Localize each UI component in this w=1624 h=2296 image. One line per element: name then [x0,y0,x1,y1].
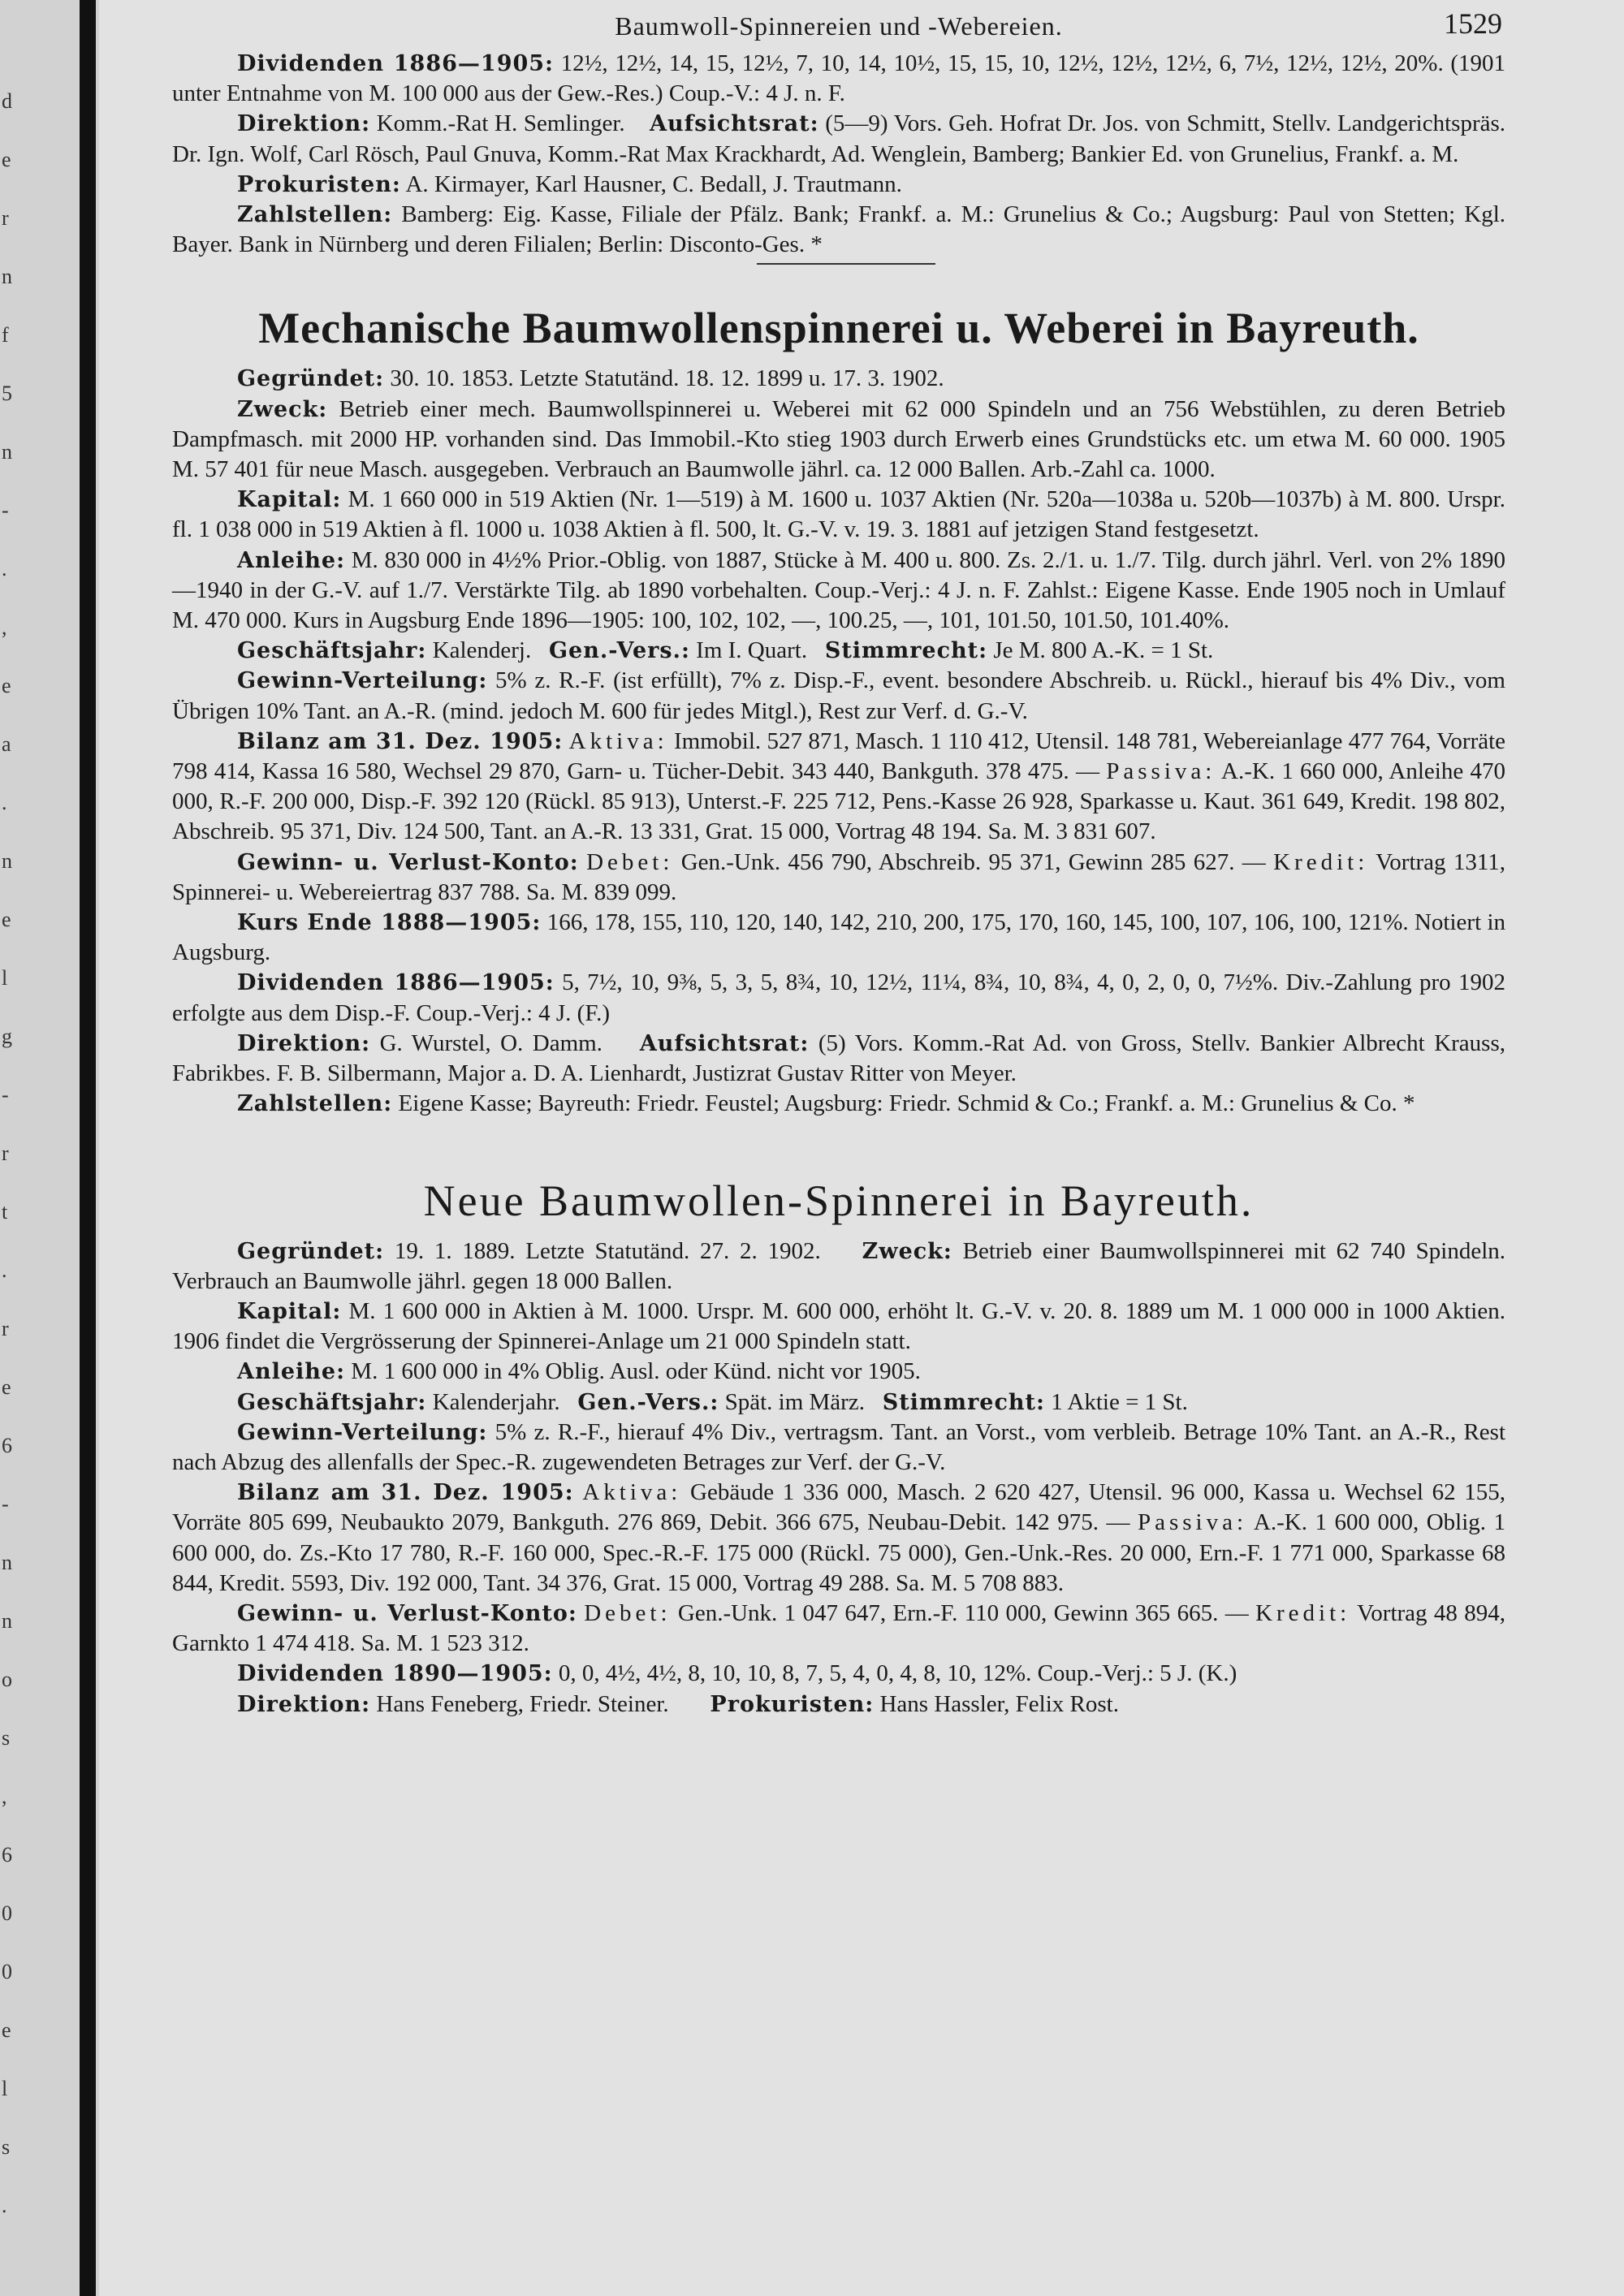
entry-gegruendet [172,364,1505,394]
margin-fragment: . [2,1258,7,1282]
entry-prokuristen-prev [172,170,1505,200]
section-divider [757,263,935,265]
label: Bilanz am 31. Dez. 1905: [237,728,564,754]
label: Gewinn-Verteilung: [237,1419,488,1445]
aktiva: Immobil. 527 871, Masch. 1 110 412, Utensil. 148 781, Webereianlage 477 764, Vorräte 798 414, Kassa 16 580, Wechsel 29 870, Garn- u. Tücher-Debit. 343 440, Bankguth. 378 475. — [172,727,1506,785]
text: 0, 0, 4½, 4½, 8, 10, 10, 8, 7, 5, 4, 0, 4, 8, 10, 12%. Coup.-Verj.: 5 J. (K.) [558,1660,1237,1687]
text: Komm.-Rat H. Semlinger. [376,110,625,137]
margin-fragment: e [2,148,11,171]
entry-geschaeftsjahr [172,1388,1505,1418]
label: Prokuristen: [237,171,401,197]
text: 30. 10. 1853. Letzte Statutänd. 18. 12. 1899 u. 17. 3. 1902. [390,365,944,392]
debet: Gen.-Unk. 456 790, Abschreib. 95 371, Gewinn 285 627. — [680,848,1266,875]
text: G. Wurstel, O. Damm. [379,1029,603,1056]
label: Zweck: [862,1238,952,1264]
margin-fragment: d [2,89,12,113]
label: Anleihe: [237,1359,346,1385]
margin-fragment: . [2,557,7,580]
margin-fragment: o [2,1668,12,1691]
text: Kalenderjahr. [432,1388,560,1415]
kredit-label: Kredit: [1255,1599,1351,1626]
margin-fragment: f [2,323,9,347]
margin-fragment: s [2,2135,11,2159]
text: Betrieb einer mech. Baumwollspinnerei u. Weberei mit 62 000 Spindeln und an 756 Webstühlen, zu deren Betrieb Dampfmasch. mit 2000 HP. vorhanden sind. Das Immobil.-Kto stieg 1903 durch Erwerb eines Grundstücks etc. um etwa M. 60 000. 1905 M. 57 401 für neue Masch. ausgegeben. Verbrauch an Baumwolle jährl. ca. 12 000 Ballen. Arb.-Zahl ca. 1000. [172,395,1506,483]
text: 166, 178, 155, 110, 120, 140, 142, 210, 200, 175, 170, 160, 145, 100, 107, 106, 100, 121%. Notiert in Augsburg. [172,909,1506,966]
margin-fragment: . [2,791,7,814]
entry-gegruendet [172,1236,1505,1297]
text: 5% z. R.-F. (ist erfüllt), 7% z. Disp.-F., event. besondere Abschreib. u. Rückl., hierauf bis 4% Div., vom Übrigen 10% Tant. an A.-R. (mind. jedoch M. 600 für jedes Mitgl.), Rest zur Verf. d. G.-V. [172,667,1505,724]
label: Prokuristen: [710,1691,875,1717]
margin-fragment: 5 [2,382,12,405]
entry-gewinn-verlust [172,1599,1505,1659]
margin-fragment: e [2,2018,11,2042]
margin-fragment: - [2,1083,9,1107]
margin-fragment: n [2,1609,12,1633]
running-head [172,6,1505,49]
margin-fragment: r [2,1317,9,1340]
margin-fragment: - [2,498,9,522]
label: Aufsichtsrat: [639,1030,810,1056]
label: Kapital: [237,1298,342,1324]
label: Geschäftsjahr: [237,1389,427,1415]
entry-dividenden-prev [172,49,1505,109]
kredit-label: Kredit: [1273,848,1369,875]
label: Zweck: [237,396,328,422]
entry-kurs [172,908,1505,968]
entry-kapital [172,485,1505,545]
aktiva: Gebäude 1 336 000, Masch. 2 620 427, Utensil. 96 000, Kassa u. Wechsel 62 155, Vorräte 805 699, Neubaukto 2079, Bankguth. 276 869, Debit. 366 675, Neubau-Debit. 142 975. — [172,1479,1506,1536]
margin-fragment: g [2,1025,12,1048]
company-title: Mechanische Baumwollenspinnerei u. Weberei in Bayreuth. [258,304,1419,353]
entry-gewinn-verteilung [172,1418,1505,1478]
entry-dividenden [172,1659,1505,1689]
entry-direktion [172,1029,1505,1089]
text: Betrieb einer Baumwollspinnerei mit 62 740 Spindeln. Verbrauch an Baumwolle jährl. gegen 18 000 Ballen. [172,1237,1506,1294]
margin-fragment: r [2,206,9,230]
margin-fragment: l [2,966,8,990]
margin-fragment: , [2,1785,7,1808]
debet: Gen.-Unk. 1 047 647, Ern.-F. 110 000, Gewinn 365 665. — [677,1599,1249,1626]
entry-anleihe [172,1357,1505,1387]
margin-fragment: e [2,674,11,697]
debet-label: Debet: [584,1599,672,1626]
margin-fragment: 6 [2,1843,12,1867]
margin-fragment: s [2,1726,11,1750]
entry-bilanz [172,727,1505,848]
margin-fragment: a [2,732,11,756]
margin-fragment: n [2,440,12,464]
entry-kapital [172,1297,1505,1357]
margin-fragment: t [2,1200,8,1224]
text: M. 1 660 000 in 519 Aktien (Nr. 1—519) à M. 1600 u. 1037 Aktien (Nr. 520a—1038a u. 520b—1037b) à M. 800. Urspr. fl. 1 038 000 in 519 Aktien à fl. 1000 u. 1038 Aktien à fl. 500, lt. G.-V. v. 19. 3. 1881 auf jetzigen Stand festgesetzt. [172,486,1505,543]
text: Hans Feneberg, Friedr. Steiner. [376,1690,669,1717]
label: Direktion: [237,1030,371,1056]
label: Geschäftsjahr: [237,638,427,664]
entry-bilanz [172,1478,1505,1599]
margin-fragment: n [2,849,12,873]
label: Gen.-Vers.: [548,638,690,664]
passiva-label: Passiva: [1137,1509,1248,1536]
aktiva-label: Aktiva: [582,1479,682,1506]
label: Gewinn-Verteilung: [237,668,488,694]
label: Kapital: [237,487,342,513]
margin-fragment: e [2,908,11,931]
text: Bamberg: Eig. Kasse, Filiale der Pfälz. Bank; Frankf. a. M.: Grunelius & Co.; Augsburg: Paul von Stetten; Kgl. Bayer. Bank in Nürnberg und deren Filialen; Berlin: Disconto-Ges. * [172,201,1505,258]
text: Hans Hassler, Felix Rost. [879,1690,1119,1717]
label: Stimmrecht: [882,1389,1045,1415]
margin-fragment: 6 [2,1434,12,1457]
margin-fragment: , [2,615,7,639]
label: Direktion: [237,1691,371,1717]
label: Kurs Ende 1888—1905: [237,910,542,936]
margin-fragment: . [2,2194,7,2217]
label: Gewinn- u. Verlust-Konto: [237,1600,577,1626]
margin-fragment: n [2,265,12,288]
margin-fragment: - [2,1492,9,1516]
passiva: A.-K. 1 600 000, Oblig. 1 600 000, do. Zs.-Kto 17 780, R.-F. 160 000, Spec.-R.-F. 175 000 (Rückl. 75 000), Gen.-Unk.-Res. 20 000, Ern.-F. 1 771 000, Sparkasse 68 844, Kredit. 5593, Div. 192 000, Tant. 34 376, Grat. 15 000, Vortrag 49 288. Sa. M. 5 708 883. [172,1509,1505,1596]
margin-fragment: e [2,1375,11,1399]
label: Dividenden 1886—1905: [237,51,555,76]
book-gutter-shadow [80,0,96,2296]
entry-direktion [172,1690,1505,1720]
margin-fragment: 0 [2,1960,12,1983]
text: M. 1 600 000 in Aktien à M. 1000. Urspr. M. 600 000, erhöht lt. G.-V. v. 20. 8. 1889 um M. 1 000 000 in 1000 Aktien. 1906 findet die Vergrösserung der Spinnerei-Anlage um 21 000 Spindeln statt. [172,1297,1505,1355]
margin-fragment: 0 [2,1901,12,1925]
kredit: Vortrag 48 894, Garnkto 1 474 418. Sa. M. 1 523 312. [172,1599,1505,1657]
text: Im I. Quart. [696,637,808,664]
text: 5% z. R.-F., hierauf 4% Div., vertragsm. Tant. an Vorst., vom verbleib. Betrage 10% Tant. an A.-R., Rest nach Abzug des allenfalls der Spec.-R. zugewendeten Betrages zur Verf. der G.-V. [172,1418,1505,1475]
label: Zahlstellen: [237,202,393,228]
passiva: A.-K. 1 660 000, Anleihe 470 000, R.-F. 200 000, Disp.-F. 392 120 (Rückl. 85 913), Unterst.-F. 225 712, Pens.-Kasse 26 928, Sparkasse u. Kaut. 361 649, Kredit. 198 802, Abschreib. 95 371, Div. 124 500, Tant. an A.-R. 13 331, Grat. 15 000, Vortrag 48 194. Sa. M. 3 831 607. [172,758,1505,845]
passiva-label: Passiva: [1106,758,1216,785]
entry-dividenden [172,968,1505,1028]
aktiva-label: Aktiva: [568,727,668,754]
text: 12½, 12½, 14, 15, 12½, 7, 10, 14, 10½, 15, 15, 10, 12½, 12½, 12½, 6, 7½, 12½, 12½, 20%. (1901 unter Entnahme von M. 100 000 aus der Gew.-Res.) Coup.-V.: 4 J. n. F. [172,50,1506,107]
label: Dividenden 1890—1905: [237,1661,553,1687]
margin-fragment: l [2,2077,8,2100]
entry-anleihe [172,546,1505,637]
text: A. Kirmayer, Karl Hausner, C. Bedall, J. Trautmann. [405,170,902,197]
text: Spät. im März. [724,1388,865,1415]
text: M. 1 600 000 in 4% Oblig. Ausl. oder Künd. nicht vor 1905. [351,1358,921,1385]
label: Direktion: [237,111,371,137]
text: (5—9) Vors. Geh. Hofrat Dr. Jos. von Schmitt, Stellv. Landgerichtspräs. Dr. Ign. Wolf, Carl Rösch, Paul Gnuva, Komm.-Rat Max Krackhardt, Ad. Wenglein, Bamberg; Bankier Ed. von Grunelius, Frankf. a. M. [172,110,1506,167]
label: Anleihe: [237,547,346,573]
entry-gewinn-verlust [172,848,1505,908]
page-content [172,6,1505,1720]
text: Kalenderj. [432,637,532,664]
text: Eigene Kasse; Bayreuth: Friedr. Feustel; Augsburg: Friedr. Schmid & Co.; Frankf. a. M.: Grunelius & Co. * [398,1090,1415,1117]
debet-label: Debet: [586,848,674,875]
text: 5, 7½, 10, 9⅜, 5, 3, 5, 8¾, 10, 12½, 11¼, 8¾, 10, 8¾, 4, 0, 2, 0, 0, 7½%. Div.-Zahlung pro 1902 erfolgte aus dem Disp.-F. Coup.-Verj.: 4 J. (F.) [172,969,1506,1026]
text: (5) Vors. Komm.-Rat Ad. von Gross, Stellv. Bankier Albrecht Krauss, Fabrikbes. F. B. Silbermann, Major a. D. A. Lienhardt, Justizrat Gustav Ritter von Meyer. [172,1029,1505,1087]
page-number: 1529 [1444,7,1502,40]
kredit: Vortrag 1311, Spinnerei- u. Webereiertrag 837 788. Sa. M. 839 099. [172,848,1506,905]
label: Aufsichtsrat: [650,111,819,137]
label: Gegründet: [237,1238,385,1264]
text: 1 Aktie = 1 St. [1051,1388,1188,1415]
text: Je M. 800 A.-K. = 1 St. [993,637,1214,664]
text: 19. 1. 1889. Letzte Statutänd. 27. 2. 1902. [394,1237,821,1264]
label: Gewinn- u. Verlust-Konto: [237,849,579,875]
label: Bilanz am 31. Dez. 1905: [237,1480,574,1506]
entry-zahlstellen [172,1089,1505,1119]
entry-gewinn-verteilung [172,666,1505,726]
label: Zahlstellen: [237,1091,393,1117]
entry-geschaeftsjahr [172,636,1505,666]
entry-zweck [172,395,1505,486]
company-title: Neue Baumwollen-Spinnerei in Bayreuth. [423,1176,1255,1225]
running-title: Baumwoll-Spinnereien und -Webereien. [615,11,1063,41]
margin-fragment: n [2,1551,12,1574]
label: Stimmrecht: [824,638,988,664]
label: Gen.-Vers.: [577,1389,719,1415]
text: M. 830 000 in 4½% Prior.-Oblig. von 1887, Stücke à M. 400 u. 800. Zs. 2./1. u. 1./7. Tilg. durch jährl. Verl. von 2% 1890—1940 in der G.-V. auf 1./7. Verstärkte Tilg. ab 1890 vorbehalten. Coup.-Verj.: 4 J. n. F. Zahlst.: Eigene Kasse. Ende 1905 noch in Umlauf M. 470 000. Kurs in Augsburg Ende 1896—1905: 100, 102, 102, —, 100.25, —, 101, 101.50, 101.50, 101.40%. [172,546,1505,634]
label: Dividenden 1886—1905: [237,970,555,996]
margin-fragment: r [2,1142,9,1165]
label: Gegründet: [237,366,385,392]
entry-direktion-prev [172,109,1505,169]
entry-zahlstellen-prev [172,200,1505,260]
